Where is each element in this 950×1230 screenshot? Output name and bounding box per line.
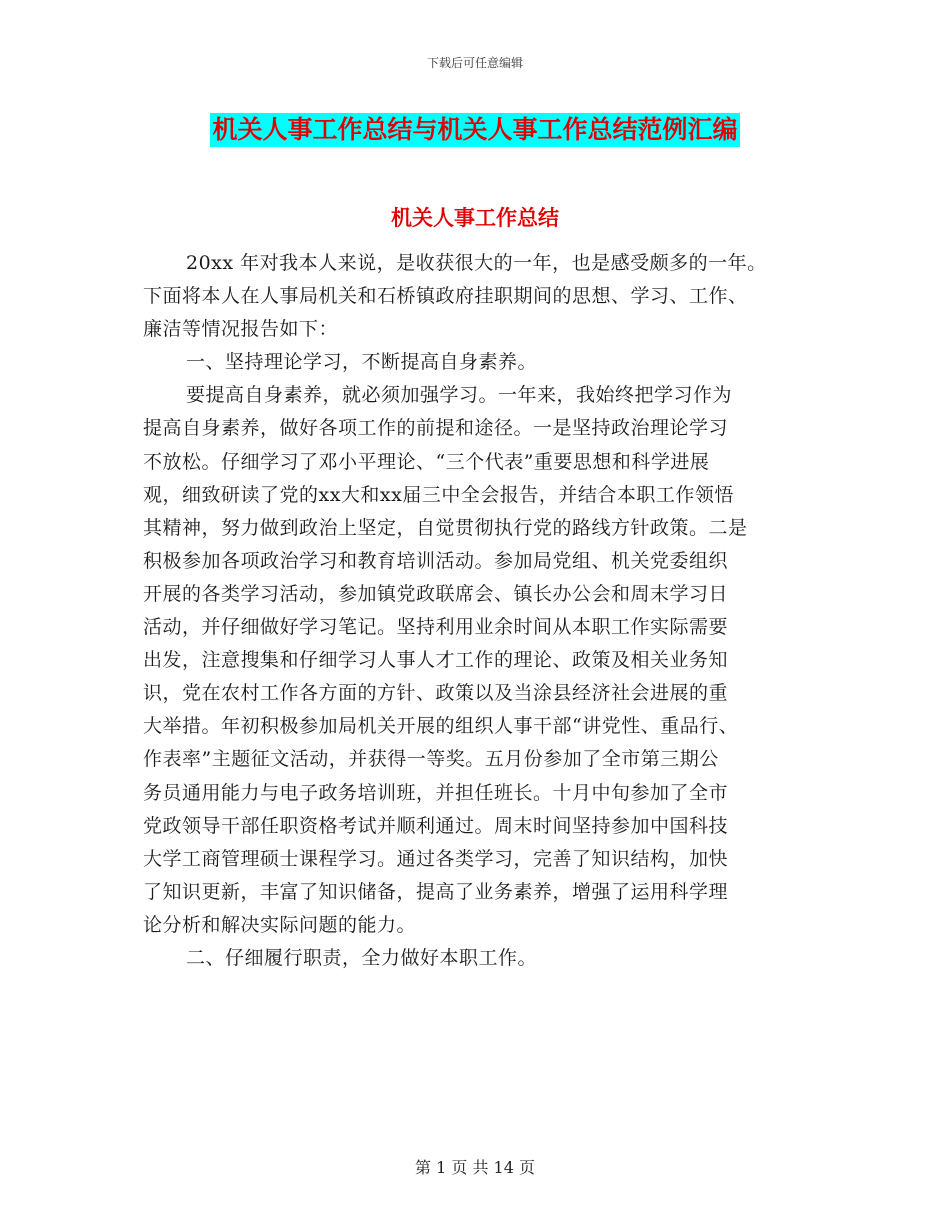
- body-text: [143, 247, 819, 975]
- main-title-wrap: [0, 113, 950, 147]
- text-line: 观，细致研读了党的xx大和xx届三中全会报告，并结合本职工作领悟: [143, 483, 734, 506]
- text-line: 出发，注意搜集和仔细学习人事人才工作的理论、政策及相关业务知: [143, 649, 729, 672]
- text-line: 论分析和解决实际问题的能力。: [143, 913, 417, 936]
- section-title: 机关人事工作总结: [391, 206, 559, 230]
- text-line: 要提高自身素养，就必须加强学习。一年来，我始终把学习作为: [186, 384, 733, 407]
- text-line: 识，党在农村工作各方面的方针、政策以及当涂县经济社会进展的重: [143, 682, 729, 705]
- text-line: 作表率”主题征文活动，并获得一等奖。五月份参加了全市第三期公: [143, 748, 719, 771]
- document-title: 机关人事工作总结与机关人事工作总结范例汇编: [210, 113, 739, 147]
- text-line: 开展的各类学习活动，参加镇党政联席会、镇长办公会和周末学习日: [143, 582, 729, 605]
- text-line: 积极参加各项政治学习和教育培训活动。参加局党组、机关党委组织: [143, 549, 729, 572]
- text-line: 不放松。仔细学习了邓小平理论、“三个代表”重要思想和科学进展: [143, 450, 710, 473]
- text-line: 党政领导干部任职资格考试并顺利通过。周末时间坚持参加中国科技: [143, 814, 729, 837]
- text-line: 大举措。年初积极参加局机关开展的组织人事干部“讲党性、重品行、: [143, 715, 739, 738]
- text-line: 活动，并仔细做好学习笔记。坚持利用业余时间从本职工作实际需要: [143, 616, 729, 639]
- header-note: 下载后可任意编辑: [426, 56, 523, 70]
- text-line: 其精神，努力做到政治上坚定，自觉贯彻执行党的路线方针政策。二是: [143, 516, 748, 539]
- section-heading: 一、坚持理论学习，不断提高自身素养。: [186, 351, 538, 374]
- text-line: 下面将本人在人事局机关和石桥镇政府挂职期间的思想、学习、工作、: [143, 285, 748, 308]
- text-line: 务员通用能力与电子政务培训班，并担任班长。十月中旬参加了全市: [143, 781, 729, 804]
- text-line: 大学工商管理硕士课程学习。通过各类学习，完善了知识结构，加快: [143, 847, 729, 870]
- text-line: 提高自身素养，做好各项工作的前提和途径。一是坚持政治理论学习: [143, 417, 729, 440]
- text-line: 了知识更新，丰富了知识储备，提高了业务素养，增强了运用科学理: [143, 880, 729, 903]
- text-line: 廉洁等情况报告如下：: [143, 318, 339, 341]
- page-number: 第 1 页 共 14 页: [415, 1158, 535, 1177]
- section-heading: 二、仔细履行职责，全力做好本职工作。: [186, 946, 538, 969]
- text-line: 20xx 年对我本人来说，是收获很大的一年，也是感受颇多的一年。: [186, 252, 767, 274]
